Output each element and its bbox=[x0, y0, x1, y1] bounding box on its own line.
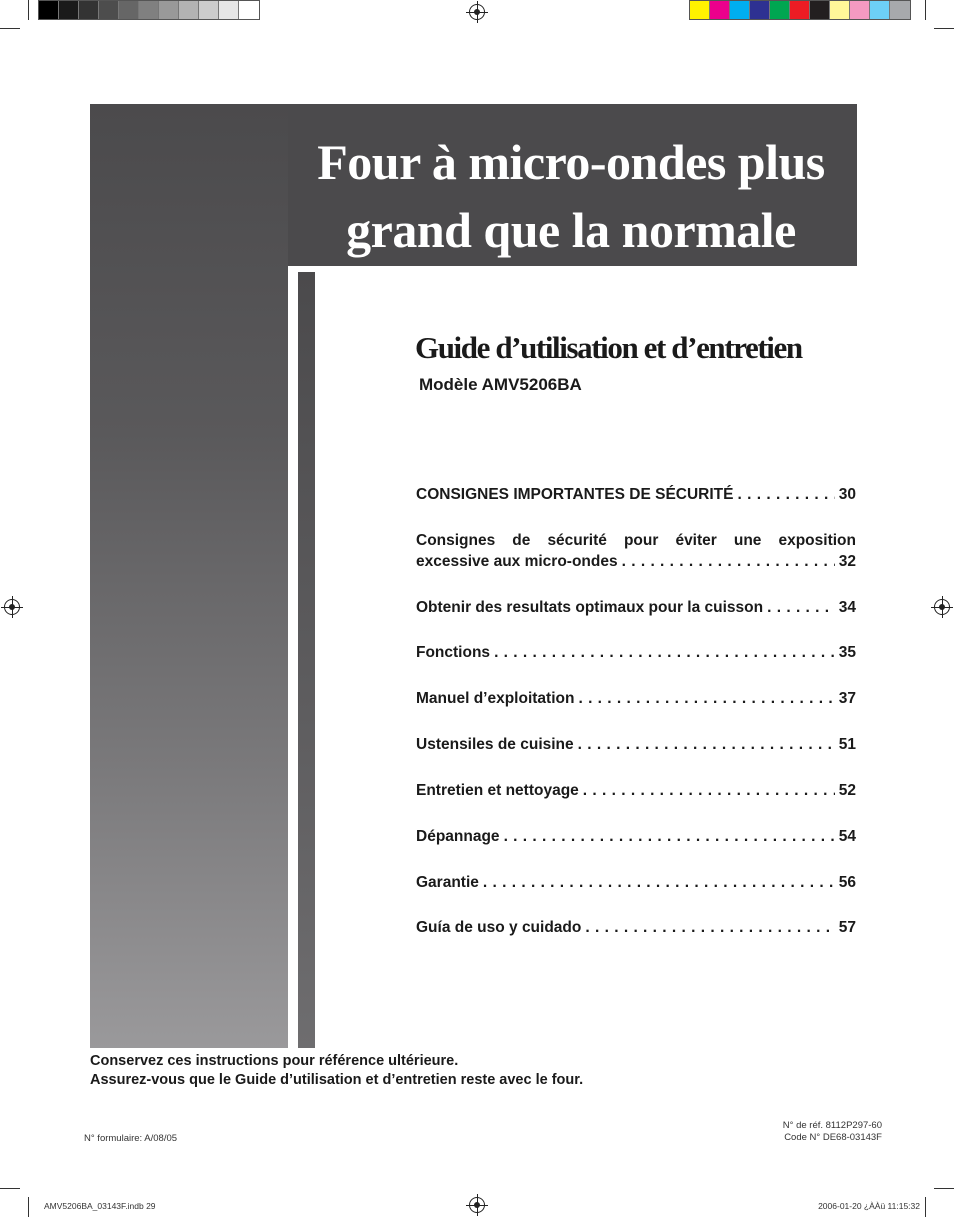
form-number: N° formulaire: A/08/05 bbox=[84, 1133, 178, 1144]
color-calibration-bar bbox=[689, 0, 911, 20]
calibration-swatch bbox=[179, 1, 199, 19]
toc-leader-dots bbox=[483, 872, 835, 893]
title-line-1: Four à micro-ondes plus bbox=[317, 134, 825, 190]
toc-leader-dots bbox=[494, 642, 835, 663]
note-line-2: Assurez-vous que le Guide d’utilisation et d’entretien reste avec le four. bbox=[90, 1072, 584, 1088]
toc-leader-dots bbox=[578, 734, 835, 755]
toc-entry[interactable] bbox=[416, 597, 856, 618]
file-slug: AMV5206BA_03143F.indb 29 bbox=[44, 1201, 156, 1211]
toc-entry-page: 34 bbox=[838, 599, 856, 616]
crop-mark bbox=[0, 1188, 20, 1189]
registration-mark-icon bbox=[469, 1197, 485, 1213]
toc-entry-page: 30 bbox=[838, 486, 856, 503]
crop-mark bbox=[934, 28, 954, 29]
registration-mark-icon bbox=[934, 599, 950, 615]
calibration-swatch bbox=[750, 1, 770, 19]
toc-leader-dots bbox=[583, 780, 835, 801]
toc-entry-label: excessive aux micro-ondes bbox=[416, 553, 618, 570]
toc-entry[interactable] bbox=[416, 826, 856, 847]
toc-entry-label-line1: Consignes de sécurité pour éviter une exposition bbox=[416, 532, 856, 549]
toc-entry-label: Fonctions bbox=[416, 644, 491, 661]
crop-mark bbox=[28, 1197, 29, 1217]
toc-entry-page: 51 bbox=[838, 736, 856, 753]
registration-mark-icon bbox=[469, 4, 485, 20]
toc-entry-page: 37 bbox=[838, 690, 856, 707]
calibration-swatch bbox=[99, 1, 119, 19]
toc-entry[interactable] bbox=[416, 780, 856, 801]
calibration-swatch bbox=[39, 1, 59, 19]
guide-subtitle: Guide d’utilisation et d’entretien bbox=[415, 330, 802, 365]
toc-entry-label: Obtenir des resultats optimaux pour la cuisson bbox=[416, 599, 764, 616]
page-title bbox=[290, 128, 852, 264]
crop-mark bbox=[934, 1188, 954, 1189]
crop-mark bbox=[925, 1197, 926, 1217]
calibration-swatch bbox=[850, 1, 870, 19]
toc-leader-dots bbox=[767, 597, 835, 618]
calibration-swatch bbox=[810, 1, 830, 19]
toc-entry-page: 57 bbox=[838, 919, 856, 936]
toc-entry[interactable] bbox=[416, 917, 856, 938]
gradient-accent-bar bbox=[298, 272, 315, 1048]
calibration-swatch bbox=[79, 1, 99, 19]
toc-entry[interactable] bbox=[416, 734, 856, 755]
toc-leader-dots bbox=[738, 484, 835, 505]
calibration-swatch bbox=[690, 1, 710, 19]
toc-entry-label: CONSIGNES IMPORTANTES DE SÉCURITÉ bbox=[416, 486, 734, 503]
toc-leader-dots bbox=[622, 551, 835, 572]
calibration-swatch bbox=[890, 1, 910, 19]
crop-mark bbox=[925, 0, 926, 20]
calibration-swatch bbox=[239, 1, 259, 19]
calibration-swatch bbox=[730, 1, 750, 19]
calibration-swatch bbox=[119, 1, 139, 19]
toc-entry-page: 56 bbox=[838, 874, 856, 891]
crop-mark bbox=[0, 28, 20, 29]
print-timestamp: 2006-01-20 ¿ÀÀü 11:15:32 bbox=[818, 1201, 920, 1211]
calibration-swatch bbox=[830, 1, 850, 19]
calibration-swatch bbox=[770, 1, 790, 19]
toc-entry-page: 32 bbox=[838, 553, 856, 570]
toc-entry[interactable] bbox=[416, 484, 856, 505]
toc-entry-label: Garantie bbox=[416, 874, 479, 891]
toc-entry-page: 52 bbox=[838, 782, 856, 799]
model-number: Modèle AMV5206BA bbox=[419, 375, 582, 394]
toc-leader-dots bbox=[578, 688, 834, 709]
toc-entry-page: 54 bbox=[838, 828, 856, 845]
calibration-swatch bbox=[870, 1, 890, 19]
toc-entry-label: Manuel d’exploitation bbox=[416, 690, 575, 707]
toc-leader-dots bbox=[585, 917, 834, 938]
grayscale-calibration-bar bbox=[38, 0, 260, 20]
calibration-swatch bbox=[199, 1, 219, 19]
calibration-swatch bbox=[159, 1, 179, 19]
toc-entry[interactable] bbox=[416, 530, 856, 572]
toc-entry[interactable] bbox=[416, 872, 856, 893]
gradient-side-panel bbox=[90, 104, 288, 1048]
toc-leader-dots bbox=[504, 826, 835, 847]
toc-entry[interactable] bbox=[416, 642, 856, 663]
code-number: Code N° DE68-03143F bbox=[784, 1132, 882, 1143]
keep-instructions-note bbox=[90, 1052, 583, 1090]
toc-entry-label: Ustensiles de cuisine bbox=[416, 736, 574, 753]
calibration-swatch bbox=[139, 1, 159, 19]
crop-mark bbox=[28, 0, 29, 20]
toc-entry[interactable] bbox=[416, 688, 856, 709]
toc-entry-page: 35 bbox=[838, 644, 856, 661]
toc-entry-label: Guía de uso y cuidado bbox=[416, 919, 582, 936]
calibration-swatch bbox=[219, 1, 239, 19]
registration-mark-icon bbox=[4, 599, 20, 615]
calibration-swatch bbox=[59, 1, 79, 19]
note-line-1: Conservez ces instructions pour référence ultérieure. bbox=[90, 1053, 459, 1069]
calibration-swatch bbox=[710, 1, 730, 19]
toc-entry-label: Dépannage bbox=[416, 828, 500, 845]
reference-number: N° de réf. 8112P297-60 bbox=[782, 1120, 882, 1131]
title-line-2: grand que la normale bbox=[346, 202, 796, 258]
calibration-swatch bbox=[790, 1, 810, 19]
toc-entry-label: Entretien et nettoyage bbox=[416, 782, 579, 799]
